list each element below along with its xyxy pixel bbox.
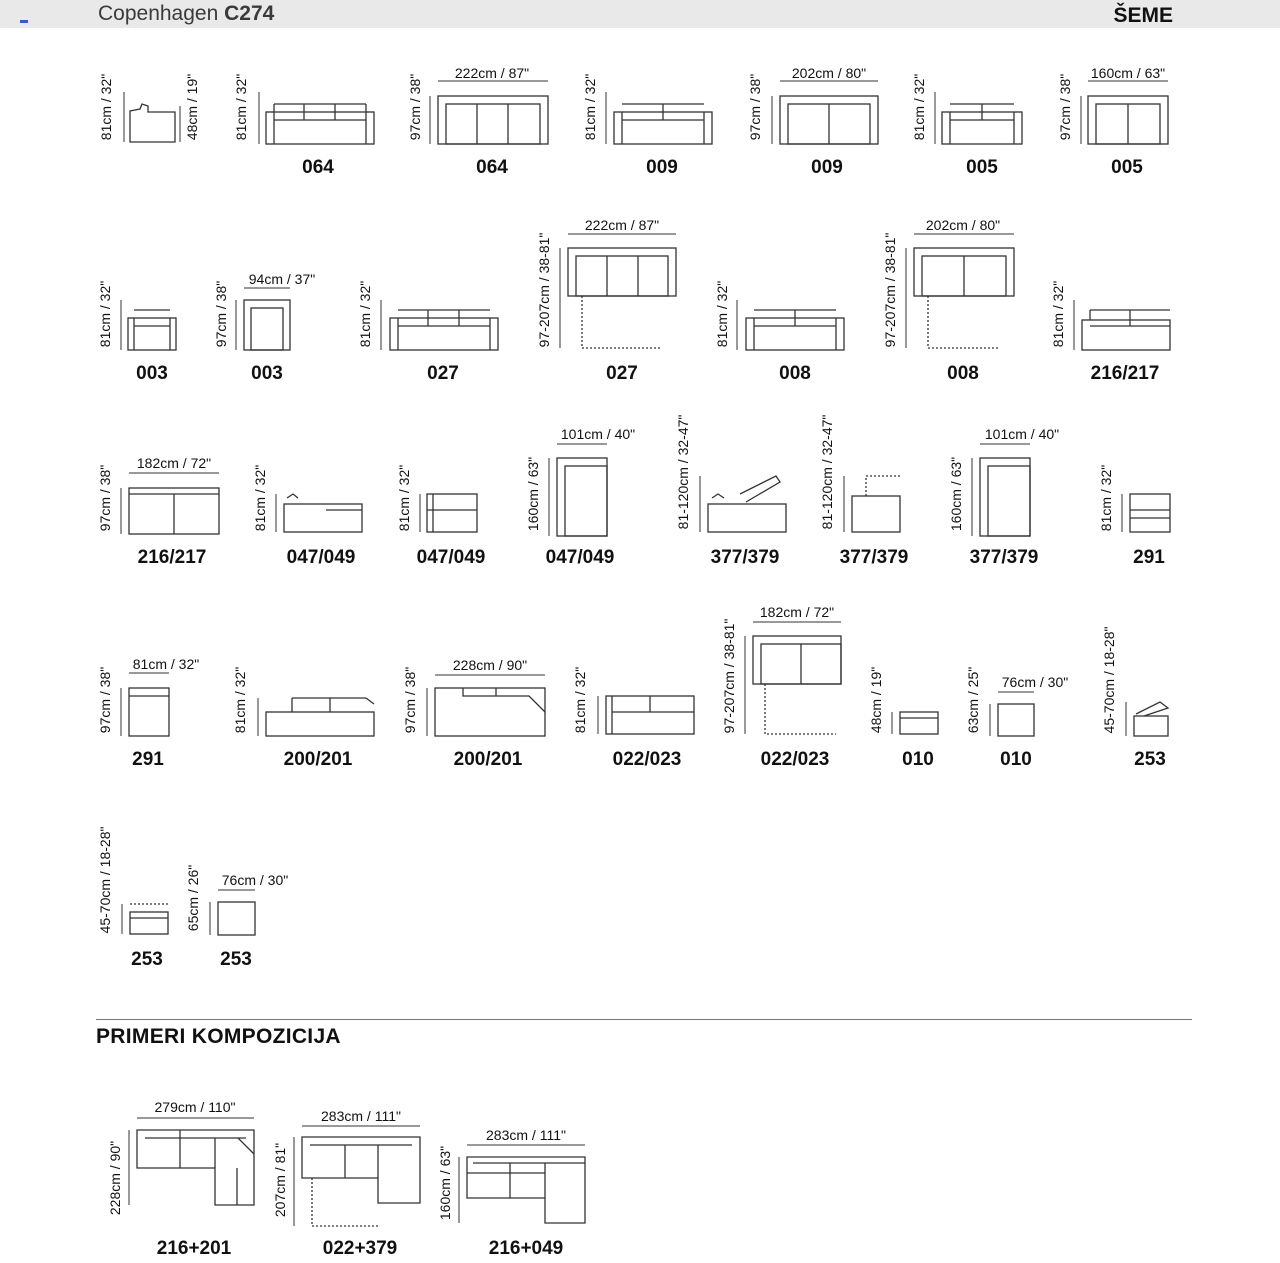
recliner-module-377-379 <box>852 476 900 532</box>
module-front-047-049 <box>427 494 477 532</box>
width-label: 279cm / 110" <box>154 1099 236 1115</box>
sofabed-top-027 <box>568 248 676 348</box>
compositions-title: PRIMERI KOMPOZICIJA <box>96 1025 341 1048</box>
product-code: 200/201 <box>283 749 353 770</box>
sofabed-top-008 <box>914 248 1014 348</box>
height-label: 81cm / 32" <box>252 464 268 532</box>
product-code: 377/379 <box>710 547 780 568</box>
module-front-291 <box>1130 494 1170 532</box>
storage-pouf-front-253 <box>1134 702 1168 736</box>
height-label: 81cm / 32" <box>232 666 248 734</box>
height-label: 97cm / 38" <box>213 280 229 348</box>
width-label: 222cm / 87" <box>454 65 530 81</box>
width-label: 222cm / 87" <box>584 217 660 233</box>
composition-code: 216+201 <box>156 1238 232 1259</box>
height-label: 81cm / 32" <box>714 280 730 348</box>
height-label: 97-207cm / 38-81" <box>721 618 737 734</box>
sofa-top-005 <box>1088 96 1168 144</box>
height-label: 160cm / 63" <box>948 456 964 532</box>
product-code: 253 <box>1134 749 1166 770</box>
product-code: 022/023 <box>760 749 830 770</box>
dimension-lines <box>121 81 1168 1226</box>
product-code: 008 <box>779 363 811 384</box>
product-code: 291 <box>1133 547 1165 568</box>
height-label: 97-207cm / 38-81" <box>536 232 552 348</box>
width-label: 76cm / 30" <box>1001 674 1069 690</box>
height-label: 81cm / 32" <box>582 73 598 141</box>
width-label: 202cm / 80" <box>791 65 867 81</box>
height-label: 81cm / 32" <box>1050 280 1066 348</box>
width-label: 94cm / 37" <box>248 271 316 287</box>
side-profile-drawing <box>130 104 175 142</box>
seat-height-label: 48cm / 19" <box>184 73 200 141</box>
product-code: 253 <box>220 949 252 970</box>
height-label: 97cm / 38" <box>747 73 763 141</box>
product-code: 010 <box>902 749 934 770</box>
height-label: 81cm / 32" <box>97 280 113 348</box>
height-label: 97cm / 38" <box>407 73 423 141</box>
height-label: 81cm / 32" <box>572 666 588 734</box>
height-label: 81cm / 32" <box>98 73 114 141</box>
product-code: 200/201 <box>453 749 523 770</box>
product-code: 009 <box>646 157 678 178</box>
height-label: 65cm / 26" <box>185 864 201 932</box>
product-code: 064 <box>302 157 334 178</box>
product-code: 216/217 <box>1090 363 1160 384</box>
corner-front-200-201 <box>266 698 374 736</box>
pouf-top-010 <box>998 704 1034 736</box>
chaise-front-047-049 <box>284 494 362 532</box>
storage-pouf-top-253 <box>218 902 255 935</box>
sofa-top-216-217 <box>129 488 219 534</box>
height-label: 45-70cm / 18-28" <box>97 826 113 934</box>
height-label: 207cm / 81" <box>272 1142 288 1218</box>
width-label: 182cm / 72" <box>759 604 835 620</box>
product-code: 008 <box>947 363 979 384</box>
width-label: 283cm / 111" <box>321 1108 401 1124</box>
module-front-022-023 <box>606 696 694 734</box>
width-label: 202cm / 80" <box>925 217 1001 233</box>
height-label: 48cm / 19" <box>868 666 884 734</box>
product-code: 291 <box>132 749 164 770</box>
height-label: 81cm / 32" <box>911 73 927 141</box>
height-label: 228cm / 90" <box>107 1140 123 1216</box>
composition-code: 022+379 <box>322 1238 398 1259</box>
sofa-front-005 <box>942 104 1022 144</box>
height-label: 97cm / 38" <box>97 666 113 734</box>
sofa-front-027 <box>390 310 498 350</box>
width-label: 101cm / 40" <box>984 426 1060 442</box>
sofa-front-009 <box>614 104 712 144</box>
product-code: 047/049 <box>416 547 486 568</box>
armchair-top-003 <box>244 300 290 350</box>
height-label: 97cm / 38" <box>1057 73 1073 141</box>
product-code: 009 <box>811 157 843 178</box>
height-label: 97cm / 38" <box>97 464 113 532</box>
sofa-front-064 <box>266 104 374 144</box>
product-code: 047/049 <box>286 547 356 568</box>
width-label: 228cm / 90" <box>452 657 528 673</box>
product-code: 022/023 <box>612 749 682 770</box>
width-label: 76cm / 30" <box>221 872 289 888</box>
height-label: 81-120cm / 32-47" <box>675 414 691 530</box>
product-code: 005 <box>1111 157 1143 178</box>
product-code: 047/049 <box>545 547 615 568</box>
product-code: 010 <box>1000 749 1032 770</box>
product-code: 377/379 <box>839 547 909 568</box>
product-code: 005 <box>966 157 998 178</box>
width-label: 101cm / 40" <box>560 426 636 442</box>
sofa-top-009 <box>780 96 878 144</box>
sofa-front-216-217 <box>1082 310 1170 350</box>
height-label: 97-207cm / 38-81" <box>882 232 898 348</box>
height-label: 81cm / 32" <box>1098 464 1114 532</box>
product-code: 003 <box>136 363 168 384</box>
height-label: 81cm / 32" <box>233 73 249 141</box>
model-code: C274 <box>224 2 275 25</box>
height-label: 45-70cm / 18-28" <box>1101 626 1117 734</box>
height-label: 81cm / 32" <box>357 280 373 348</box>
composition-216-201 <box>137 1130 254 1205</box>
corner-top-200-201 <box>435 688 545 736</box>
height-label: 81cm / 32" <box>396 464 412 532</box>
product-code: 027 <box>427 363 459 384</box>
height-label: 160cm / 63" <box>437 1145 453 1221</box>
sofa-front-008 <box>746 310 844 350</box>
product-codes <box>131 157 1166 1259</box>
height-label: 63cm / 25" <box>965 666 981 734</box>
storage-pouf-front-253 <box>130 904 168 934</box>
width-labels <box>133 65 1165 1143</box>
height-label: 81-120cm / 32-47" <box>819 414 835 530</box>
height-labels <box>97 74 1117 1220</box>
composition-216-049 <box>467 1157 585 1223</box>
product-code: 253 <box>131 949 163 970</box>
product-code: 027 <box>606 363 638 384</box>
brand-name: Copenhagen <box>98 2 219 25</box>
section-label: ŠEME <box>1113 4 1173 27</box>
chaise-top-047-049 <box>557 458 607 536</box>
composition-022-379 <box>302 1137 420 1226</box>
product-code: 216/217 <box>137 547 207 568</box>
width-label: 283cm / 111" <box>486 1127 566 1143</box>
width-label: 81cm / 32" <box>132 656 200 672</box>
sofabed-top-022-023 <box>753 636 841 734</box>
product-code: 003 <box>251 363 283 384</box>
height-label: 97cm / 38" <box>402 666 418 734</box>
width-label: 182cm / 72" <box>136 455 212 471</box>
pouf-front-010 <box>900 712 938 734</box>
width-label: 160cm / 63" <box>1090 65 1166 81</box>
composition-code: 216+049 <box>488 1238 564 1259</box>
height-label: 160cm / 63" <box>525 456 541 532</box>
product-code: 064 <box>476 157 508 178</box>
recliner-front-377-379 <box>708 476 786 532</box>
module-top-291 <box>129 688 169 736</box>
chaise-top-377-379 <box>980 458 1030 536</box>
sofa-top-064 <box>438 96 548 144</box>
product-code: 377/379 <box>969 547 1039 568</box>
armchair-front-003 <box>128 310 176 350</box>
